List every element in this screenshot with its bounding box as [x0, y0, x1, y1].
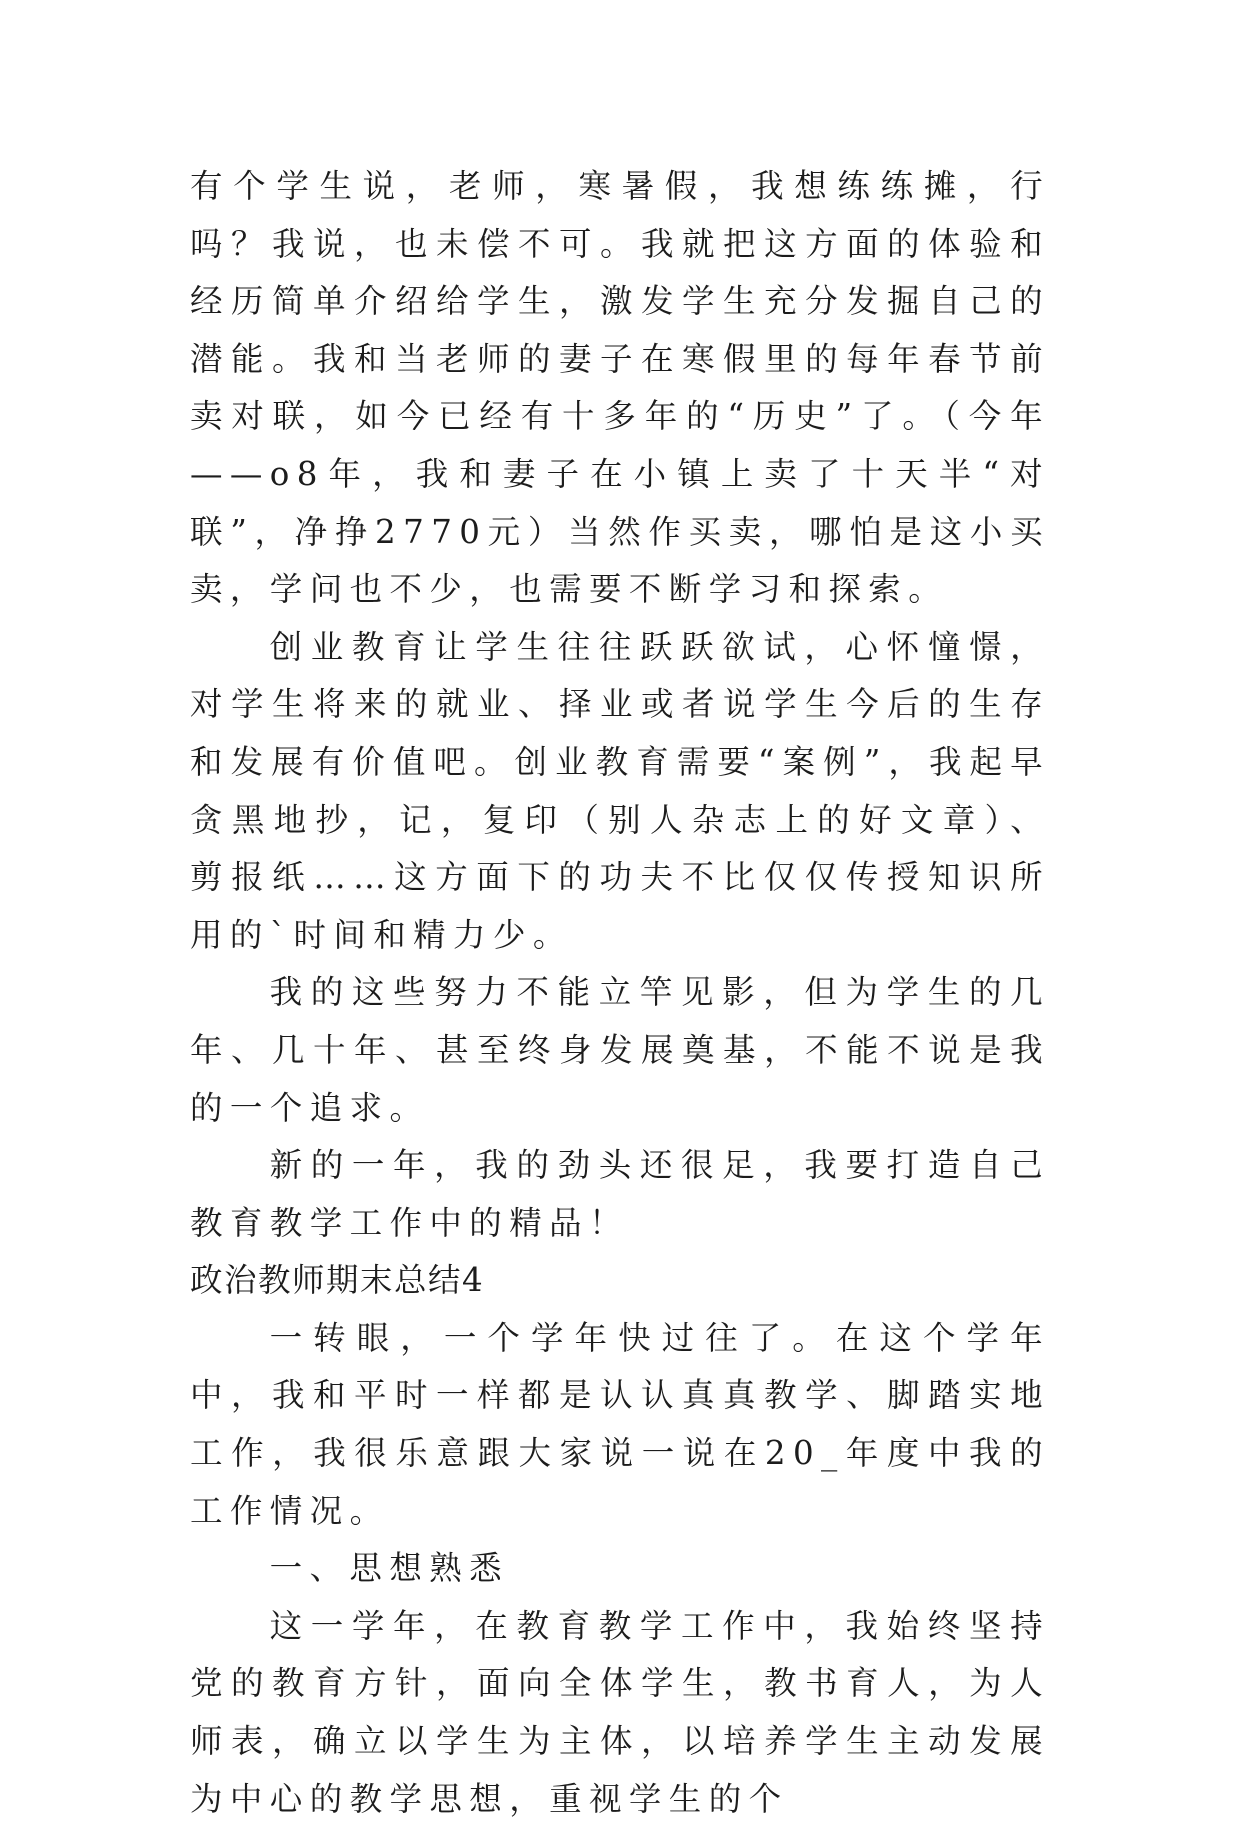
paragraph-stall-experience: 有个学生说，老师，寒暑假，我想练练摊，行吗？我说，也未偿不可。我就把这方面的体验和经历简单介绍给学生，激发学生充分发掘自己的潜能。我和当老师的妻子在寒假里的每年春节前卖对联，如今已经有十多年的“历史”了。（今年——o8年，我和妻子在小镇上卖了十天半“对联”，净挣2770元）当然作买卖，哪怕是这小买卖，学问也不少，也需要不断学习和探索。 [190, 167, 1050, 609]
subheading-thought: 一、思想熟悉 [269, 1549, 510, 1588]
paragraph-efforts: 我的这些努力不能立竿见影，但为学生的几年、几十年、甚至终身发展奠基，不能不说是我的一个追求。 [190, 973, 1050, 1127]
paragraph-education-policy: 这一学年，在教育教学工作中，我始终坚持党的教育方针，面向全体学生，教书育人，为人师表，确立以学生为主体，以培养学生主动发展为中心的教学思想，重视学生的个 [190, 1606, 1050, 1818]
paragraph-entrepreneurship-education: 创业教育让学生往往跃跃欲试，心怀憧憬，对学生将来的就业、择业或者说学生今后的生存和发展有价值吧。创业教育需要“案例”，我起早贪黑地抄，记，复印（别人杂志上的好文章）、剪报纸……这方面下的功夫不比仅仅传授知识所用的`时间和精力少。 [190, 627, 1050, 954]
document-page [190, 158, 1050, 1828]
paragraph-school-year: 一转眼，一个学年快过往了。在这个学年中，我和平时一样都是认认真真教学、脚踏实地工作，我很乐意跟大家说一说在20_年度中我的工作情况。 [190, 1318, 1050, 1530]
paragraph-new-year: 新的一年，我的劲头还很足，我要打造自己教育教学工作中的精品！ [190, 1146, 1050, 1242]
section-title: 政治教师期末总结4 [190, 1261, 485, 1300]
